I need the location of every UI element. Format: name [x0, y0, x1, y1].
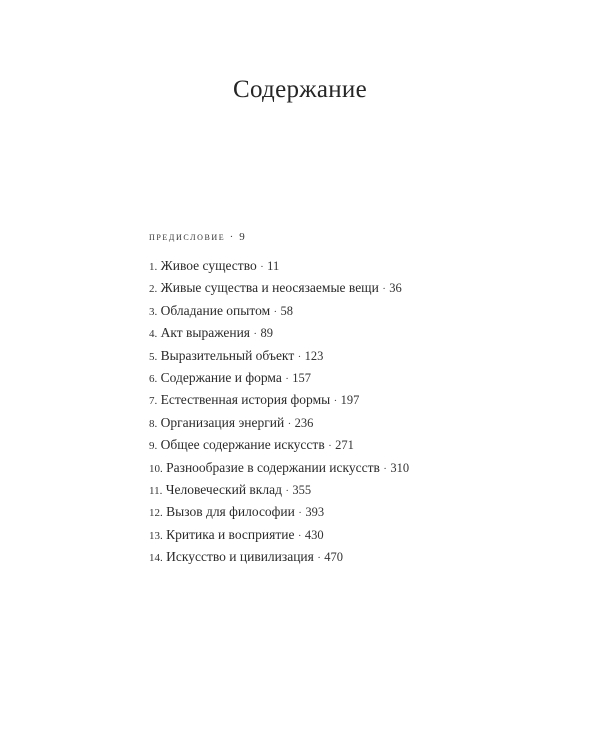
toc-entry-title: Критика и восприятие [166, 526, 295, 542]
toc-entry-title: Человеческий вклад [165, 481, 282, 497]
toc-preface [149, 231, 246, 243]
toc-entry-number: 13. [149, 529, 163, 542]
toc-entry-title: Акт выражения [160, 325, 251, 341]
toc-entry-separator: · [287, 417, 292, 430]
toc-entry [149, 526, 409, 548]
toc-entry-page: 430 [304, 527, 324, 542]
toc-entry-number: 2. [149, 283, 158, 296]
toc-entry-separator: · [253, 328, 258, 341]
toc-entry [149, 369, 409, 391]
toc-entry-title: Искусство и цивилизация [166, 549, 314, 565]
toc-entry [149, 279, 409, 301]
toc-entry-title: Живые существа и неосязаемые вещи [160, 280, 379, 296]
toc-entry-separator: · [317, 552, 321, 565]
toc-entry-page: 310 [390, 460, 410, 475]
toc-entry-title: Вызов для философии [166, 504, 295, 520]
toc-entry-page: 58 [280, 303, 294, 318]
toc-entry-number: 7. [149, 395, 158, 408]
toc-entry [149, 302, 409, 324]
toc-entry-number: 8. [149, 417, 158, 430]
toc-entry-page: 157 [292, 370, 311, 385]
preface-page: 9 [239, 231, 247, 243]
toc-entry-page: 11 [267, 259, 280, 273]
toc-entry [149, 324, 409, 346]
toc-entry-number: 14. [149, 552, 163, 565]
toc-entry-title: Обладание опытом [160, 302, 271, 318]
toc-entry-separator: · [260, 261, 264, 273]
toc-entry [149, 481, 409, 503]
toc-entry [149, 257, 409, 279]
toc-entry-page: 89 [260, 326, 273, 341]
toc-entry [149, 548, 409, 570]
toc-entry-separator: · [328, 440, 332, 453]
toc-entry [149, 414, 409, 436]
toc-entry-number: 6. [149, 372, 158, 385]
toc-entry-page: 123 [304, 348, 324, 363]
toc-entry-page: 470 [324, 550, 344, 565]
toc-entry-page: 236 [294, 415, 314, 430]
toc-entry [149, 391, 409, 413]
toc-entry-title: Общее содержание искусств [160, 437, 325, 453]
toc-entry-separator: · [298, 507, 302, 520]
toc-entry-separator: · [285, 372, 289, 385]
toc-entry [149, 503, 409, 525]
toc-entry-number: 5. [149, 350, 158, 363]
toc-entry-separator: · [333, 395, 338, 408]
toc-entry-number: 3. [149, 305, 158, 318]
toc-entry-title: Живое существо [160, 258, 257, 273]
toc-entry-title: Содержание и форма [160, 369, 282, 385]
toc-entry-title: Естественная история формы [160, 392, 331, 408]
toc-entry-page: 36 [389, 281, 402, 296]
toc-entry-page: 271 [335, 438, 354, 453]
toc-entry-number: 12. [149, 507, 163, 520]
toc-entry-separator: · [297, 350, 302, 363]
toc-entry-number: 4. [149, 328, 158, 341]
toc-entry-separator: · [285, 484, 289, 497]
toc-entry-number: 1. [149, 261, 158, 273]
toc-entry-separator: · [382, 283, 386, 296]
toc-entry-page: 393 [305, 505, 325, 520]
toc-entry [149, 459, 409, 481]
toc-entry-page: 197 [340, 393, 360, 408]
page-title: Содержание [233, 76, 367, 103]
toc-list [149, 257, 409, 570]
toc-entry [149, 436, 409, 458]
toc-entry [149, 347, 409, 369]
toc-entry-separator: · [297, 529, 302, 542]
toc-entry-number: 10. [149, 462, 163, 475]
toc-entry-title: Организация энергий [160, 414, 285, 430]
toc-entry-title: Выразительный объект [160, 347, 295, 363]
toc-entry-page: 355 [292, 482, 312, 497]
toc-entry-title: Разнообразие в содержании искусств [166, 459, 380, 475]
toc-entry-number: 11. [149, 484, 163, 497]
preface-separator: · [229, 231, 235, 243]
preface-label: предисловие [149, 231, 226, 243]
toc-entry-separator: · [383, 462, 387, 475]
toc-entry-separator: · [273, 305, 278, 318]
toc-entry-number: 9. [149, 440, 158, 453]
